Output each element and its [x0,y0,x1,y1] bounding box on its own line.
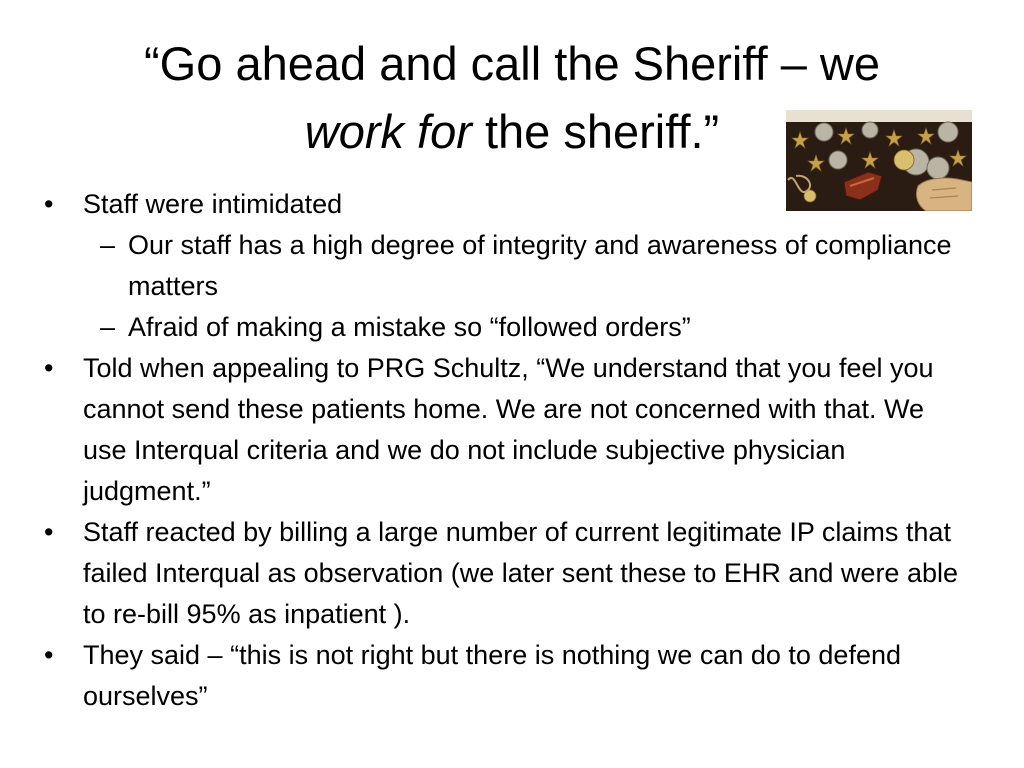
bullet-item [44,184,974,225]
sub-bullet-item [44,225,974,307]
bullet-text: • Staff reacted by billing a large number of current legitimate IP claims that failed Interqual as observation (we later sent these to EHR and were able to re-bill 95% as inpatient ). [83,517,958,629]
title-line-1: “Go ahead and call the Sheriff – we [144,37,880,90]
title-emphasis: work for [304,105,472,158]
title-line-2-rest: the sheriff.” [471,105,720,158]
bullet-text: • Staff were intimidated [83,189,343,219]
sub-bullet-item [44,307,974,348]
bullet-item [44,635,974,717]
bullet-text: • Told when appealing to PRG Schultz, “We understand that you feel you cannot send these patients home. We are not concerned with that. We use Interqual criteria and we do not include subjective physician judgment.” [83,353,934,506]
bullet-text: • They said – “this is not right but there is nothing we can do to defend ourselves” [83,640,901,711]
bullet-list [44,184,974,717]
bullet-item [44,348,974,512]
bullet-item [44,512,974,635]
sub-bullet-text: – Afraid of making a mistake so “followed orders” [128,312,691,342]
sub-bullet-text: – Our staff has a high degree of integrity and awareness of compliance matters [128,230,952,301]
